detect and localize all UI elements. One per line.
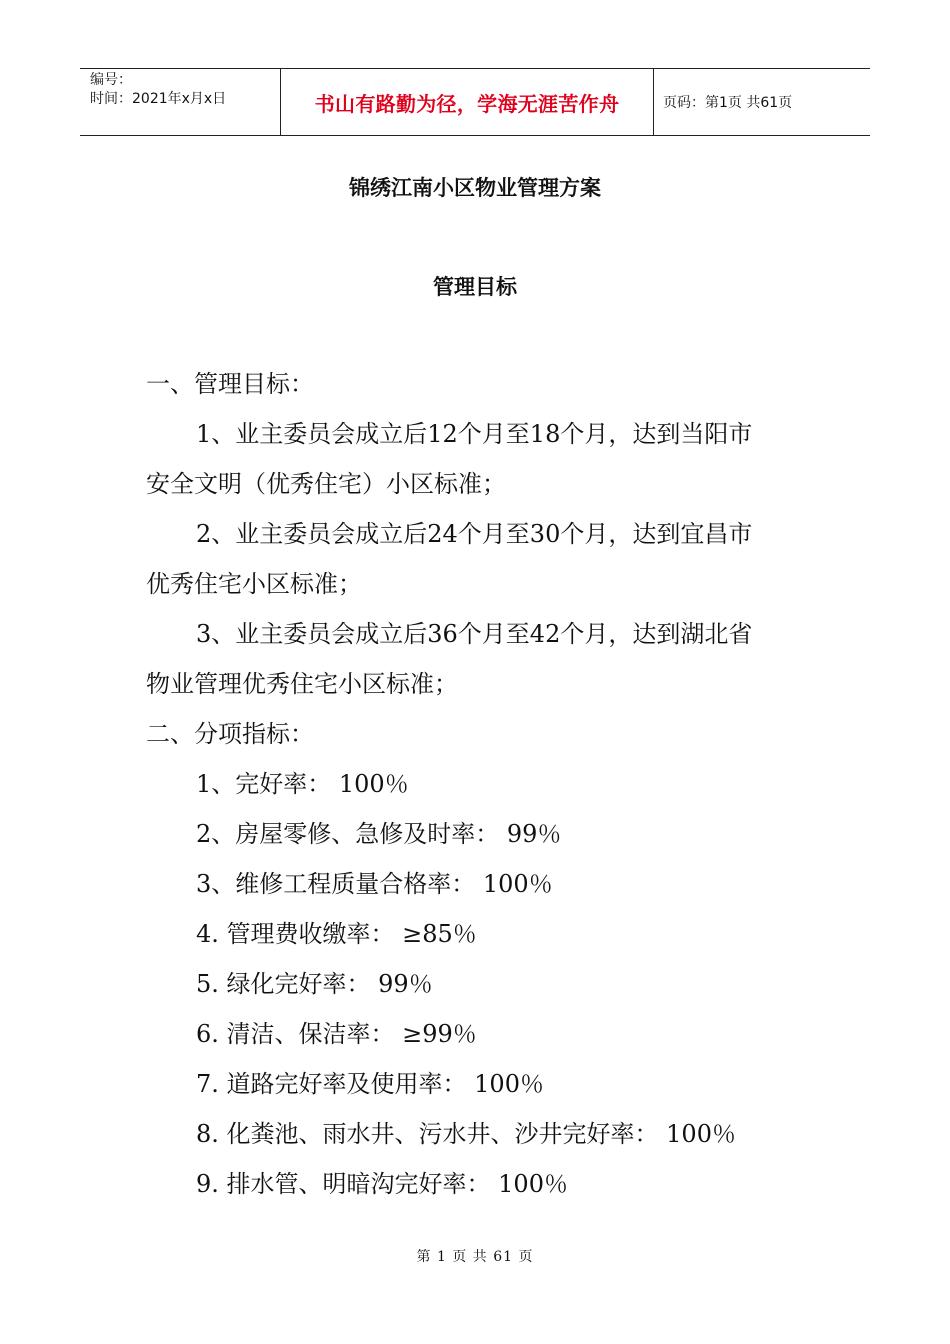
- text-line: 3、业主委员会成立后36个月至42个月，达到湖北省: [196, 620, 753, 648]
- text-line: 优秀住宅小区标准；: [146, 570, 362, 598]
- header-page-info: 页码：第1页 共61页: [663, 95, 793, 111]
- text-line: 9. 排水管、明暗沟完好率： 100％: [196, 1170, 568, 1198]
- text-line: 安全文明（优秀住宅）小区标准；: [146, 470, 506, 498]
- document-header: [80, 68, 870, 136]
- text-line: 二、分项指标：: [146, 720, 314, 748]
- text-line: 4. 管理费收缴率： ≥85％: [196, 920, 477, 948]
- text-line: 物业管理优秀住宅小区标准；: [146, 670, 458, 698]
- text-line: 一、管理目标：: [146, 370, 314, 398]
- text-line: 7. 道路完好率及使用率： 100％: [196, 1070, 544, 1098]
- header-motto: 书山有路勤为径，学海无涯苦作舟: [281, 69, 654, 135]
- text-line: 2、业主委员会成立后24个月至30个月，达到宜昌市: [196, 520, 753, 548]
- document-title: 锦绣江南小区物业管理方案: [349, 176, 601, 200]
- section-title: 管理目标: [433, 275, 517, 299]
- number-label: 编号：: [90, 72, 132, 88]
- header-meta: [80, 69, 281, 135]
- text-line: 3、维修工程质量合格率： 100％: [196, 870, 553, 898]
- text-line: 6. 清洁、保洁率： ≥99％: [196, 1020, 477, 1048]
- text-line: 8. 化粪池、雨水井、污水井、沙井完好率： 100％: [196, 1120, 736, 1148]
- text-line: 2、房屋零修、急修及时率： 99％: [196, 820, 562, 848]
- text-line: 1、业主委员会成立后12个月至18个月，达到当阳市: [196, 420, 753, 448]
- text-line: 5. 绿化完好率： 99％: [196, 970, 433, 998]
- text-line: 1、完好率： 100％: [196, 770, 409, 798]
- time-label: 时间：2021年x月x日: [90, 91, 227, 107]
- document-body: [0, 359, 950, 1209]
- page-footer: 第 1 页 共 61 页: [416, 1249, 534, 1265]
